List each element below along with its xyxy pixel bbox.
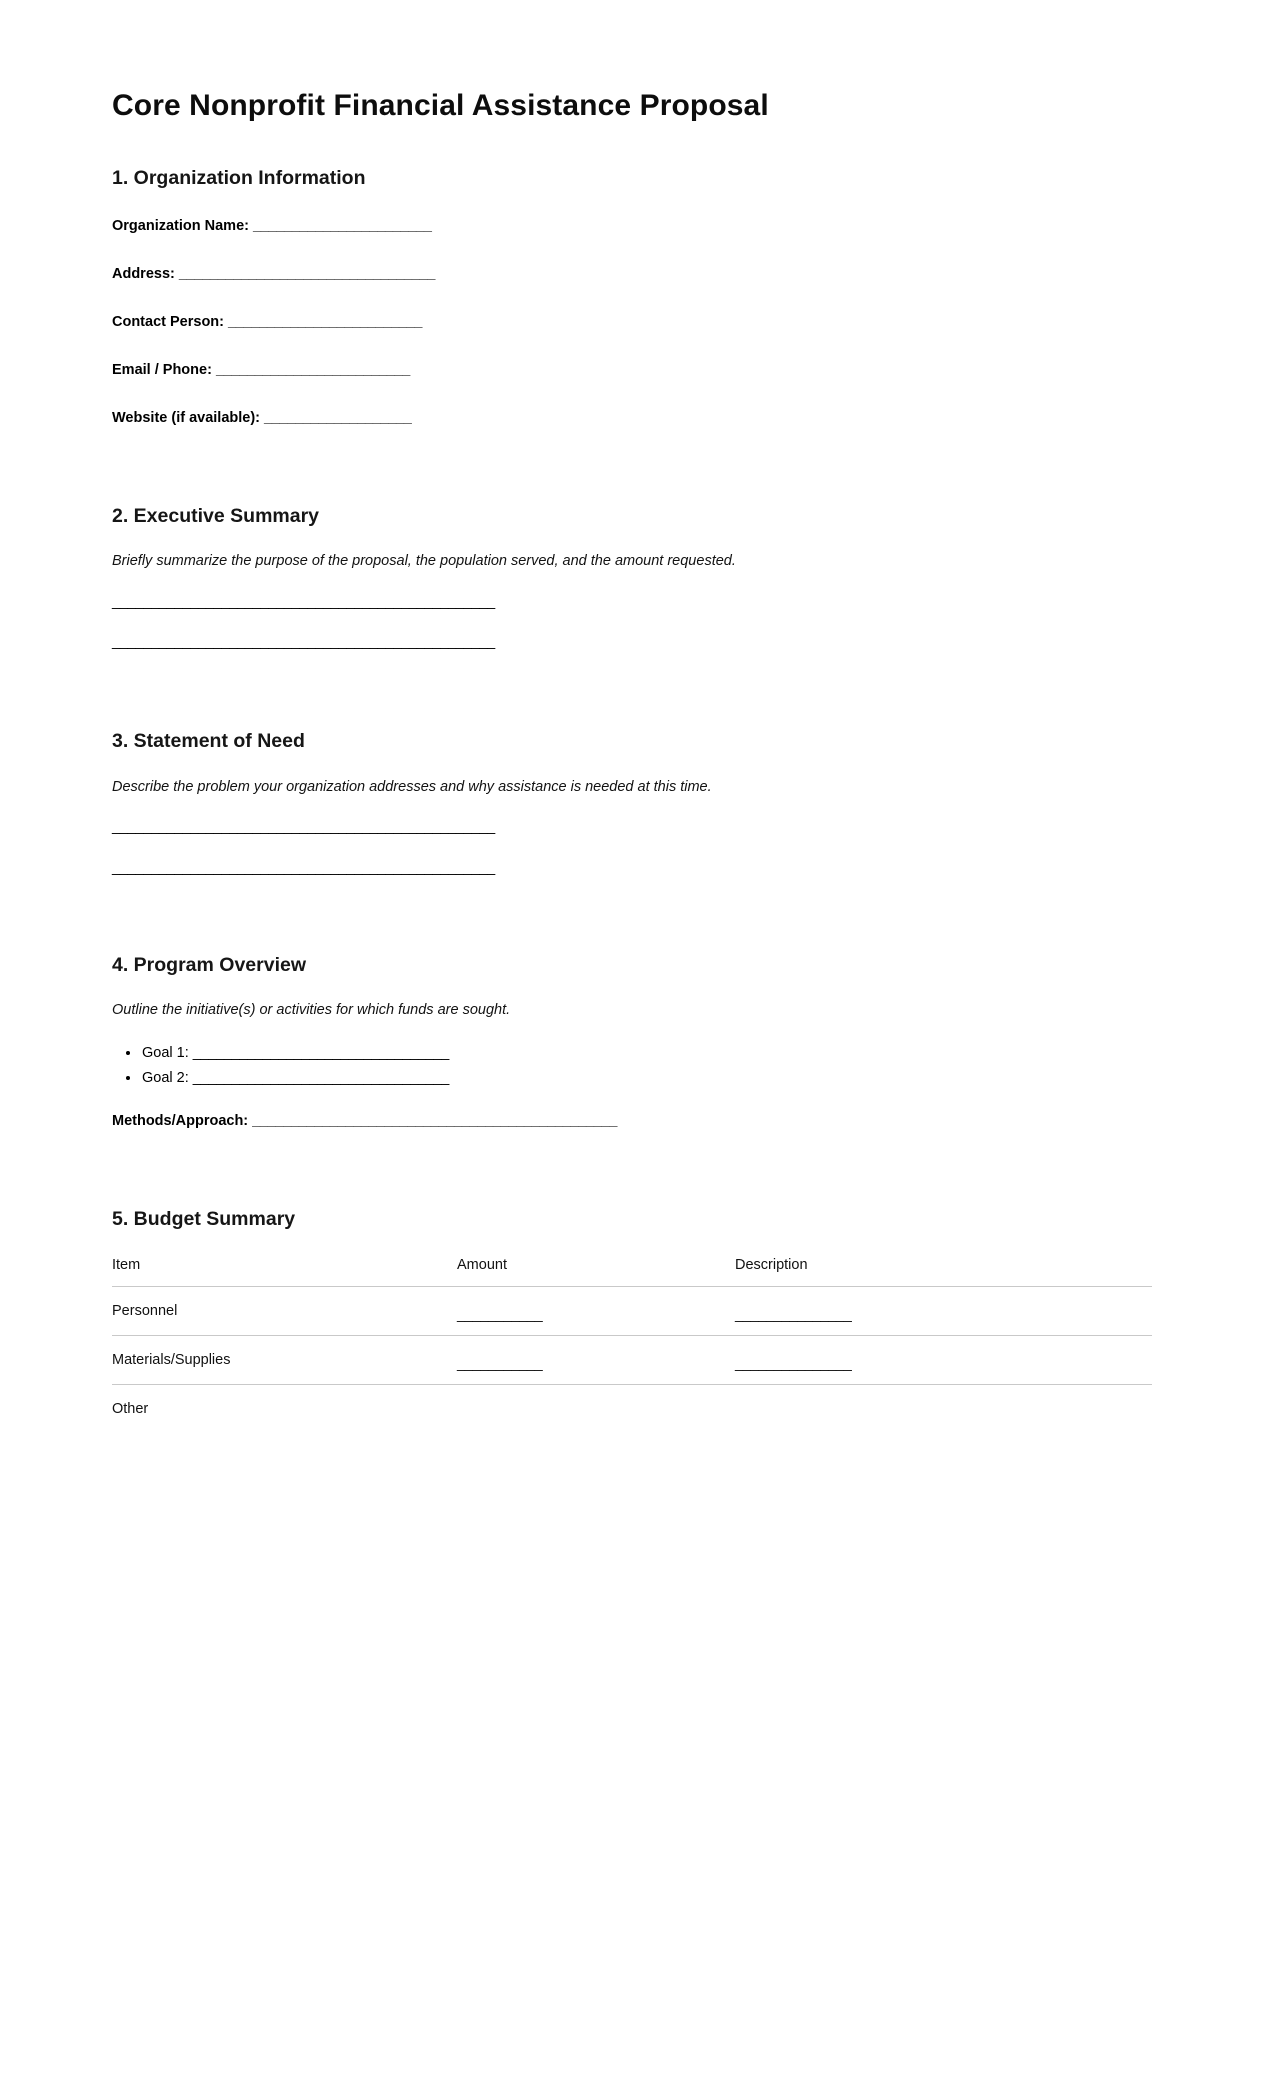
document-content	[112, 88, 1152, 1433]
field-contact-person	[112, 313, 1152, 332]
bullet-icon	[126, 1051, 130, 1055]
cell-description[interactable]	[735, 1336, 1152, 1385]
section-heading-statement-of-need: 3. Statement of Need	[112, 730, 305, 753]
cell-amount[interactable]	[457, 1336, 735, 1385]
cell-description[interactable]	[735, 1385, 1152, 1434]
goal-blank[interactable]: _________________________________	[192, 1044, 450, 1061]
field-blank-methods-approach[interactable]: _______________________________________________	[252, 1113, 618, 1129]
answer-line[interactable]: _________________________________________________	[112, 859, 495, 876]
bullet-icon	[126, 1076, 130, 1080]
field-label-website: Website (if available):	[112, 409, 260, 426]
goal-blank[interactable]: _________________________________	[192, 1069, 450, 1086]
field-label-contact-person: Contact Person:	[112, 314, 224, 331]
section-heading-executive-summary: 2. Executive Summary	[112, 504, 320, 527]
field-blank-contact-person[interactable]: _________________________	[228, 314, 423, 331]
instruction-statement-of-need: Describe the problem your organization addresses and why assistance is needed at this time.	[112, 778, 712, 795]
organization-information-fields	[112, 217, 1152, 427]
budget-summary-table	[112, 1257, 1152, 1433]
cell-blank-description[interactable]: _______________	[735, 1307, 852, 1324]
cell-blank-amount[interactable]: ___________	[457, 1356, 543, 1373]
table-row	[112, 1385, 1152, 1434]
cell-description[interactable]	[735, 1287, 1152, 1336]
goals-list	[112, 1043, 1152, 1089]
cell-blank-description[interactable]: _______________	[735, 1356, 852, 1373]
goal-label: Goal 2:	[142, 1069, 189, 1086]
column-header-amount: Amount	[457, 1257, 735, 1287]
list-item	[142, 1043, 1152, 1064]
field-blank-organization-name[interactable]: _______________________	[253, 218, 432, 235]
field-label-organization-name: Organization Name:	[112, 218, 249, 235]
table-row	[112, 1336, 1152, 1385]
table-header-row	[112, 1257, 1152, 1287]
field-email-phone	[112, 361, 1152, 380]
field-blank-address[interactable]: _________________________________	[178, 266, 436, 283]
column-header-item: Item	[112, 1257, 457, 1287]
table-row	[112, 1287, 1152, 1336]
cell-item: Personnel	[112, 1287, 457, 1336]
answer-line[interactable]: _________________________________________________	[112, 633, 495, 650]
cell-item: Other	[112, 1401, 149, 1418]
answer-lines-executive-summary	[112, 594, 1152, 652]
field-label-address: Address:	[112, 266, 175, 283]
instruction-executive-summary: Briefly summarize the purpose of the proposal, the population served, and the amount requested.	[112, 552, 736, 569]
field-methods-approach	[112, 1113, 1152, 1129]
cell-item: Materials/Supplies	[112, 1336, 457, 1385]
answer-lines-statement-of-need	[112, 819, 1152, 877]
field-label-email-phone: Email / Phone:	[112, 361, 212, 378]
field-organization-name	[112, 217, 1152, 236]
cell-blank-amount[interactable]: ___________	[457, 1307, 543, 1324]
field-address	[112, 265, 1152, 284]
answer-line[interactable]: _________________________________________________	[112, 593, 495, 610]
goal-label: Goal 1:	[142, 1044, 189, 1061]
section-heading-program-overview: 4. Program Overview	[112, 954, 307, 977]
instruction-program-overview: Outline the initiative(s) or activities for which funds are sought.	[112, 1002, 511, 1019]
page-title: Core Nonprofit Financial Assistance Proposal	[112, 89, 769, 122]
list-item	[142, 1068, 1152, 1089]
column-header-description: Description	[735, 1257, 1152, 1287]
field-blank-email-phone[interactable]: _________________________	[215, 361, 411, 378]
field-website	[112, 409, 1152, 428]
answer-line[interactable]: _________________________________________________	[112, 819, 495, 836]
cell-amount[interactable]	[457, 1385, 735, 1434]
cell-amount[interactable]	[457, 1287, 735, 1336]
section-heading-budget-summary: 5. Budget Summary	[112, 1208, 296, 1230]
section-heading-organization-information: 1. Organization Information	[112, 167, 366, 189]
field-label-methods-approach: Methods/Approach:	[112, 1113, 249, 1129]
field-blank-website[interactable]: ___________________	[264, 409, 412, 426]
